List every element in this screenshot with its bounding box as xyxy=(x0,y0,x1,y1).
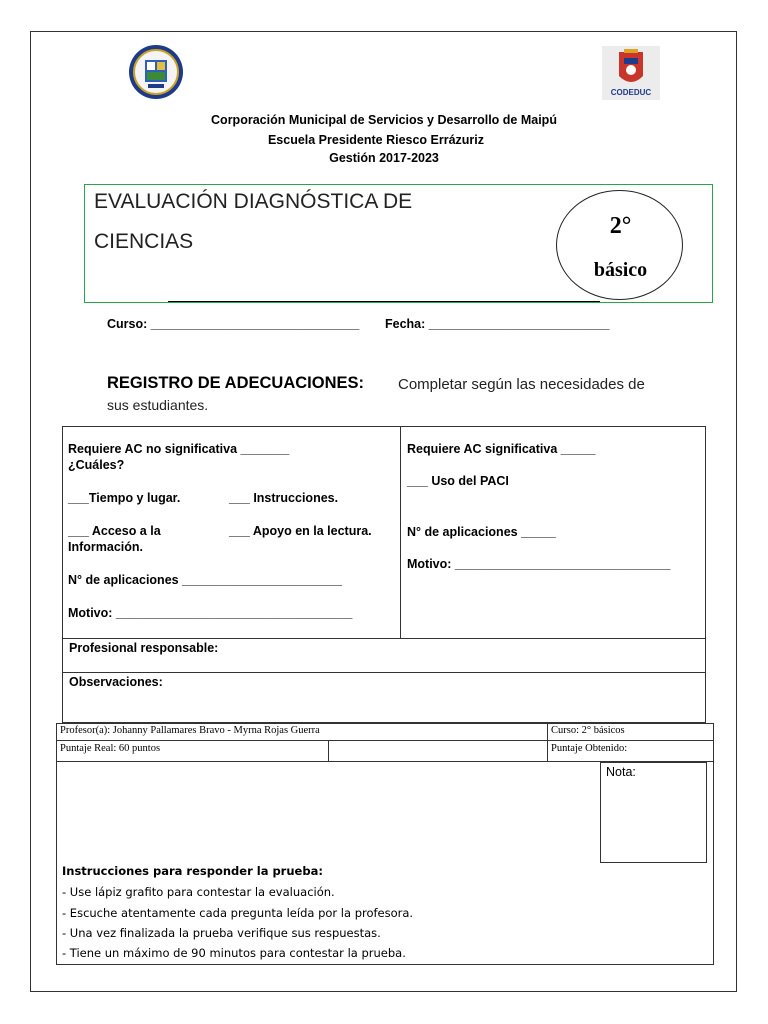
option-tiempo-lugar: ___Tiempo y lugar. xyxy=(68,491,181,505)
title-line-2: CIENCIAS xyxy=(94,230,194,253)
option-instrucciones: ___ Instrucciones. xyxy=(229,491,339,505)
adecuaciones-heading: REGISTRO DE ADECUACIONES: xyxy=(107,374,364,392)
left-motivo: Motivo: __________________________________ xyxy=(68,606,353,620)
codeduc-logo-text: CODEDUC xyxy=(610,88,652,97)
option-uso-paci: ___ Uso del PACI xyxy=(407,474,509,488)
info-col-divider xyxy=(547,723,548,762)
instruction-item: - Escuche atentamente cada pregunta leída por la profesora. xyxy=(62,906,414,920)
instructions-title: Instrucciones para responder la prueba: xyxy=(62,864,323,878)
adecuaciones-desc-1: Completar según las necesidades de xyxy=(398,376,645,393)
right-aplicaciones: N° de aplicaciones _____ xyxy=(407,525,556,539)
observaciones-label: Observaciones: xyxy=(69,675,163,689)
grade-number: 2° xyxy=(609,213,632,239)
ac-significativa: Requiere AC significativa _____ xyxy=(407,442,596,456)
option-acceso-1: ___ Acceso a la xyxy=(68,524,161,538)
header-school: Escuela Presidente Riesco Errázuriz xyxy=(267,133,485,147)
adecuaciones-desc-2: sus estudiantes. xyxy=(107,397,209,413)
right-motivo: Motivo: _______________________________ xyxy=(407,557,671,571)
fecha-field: Fecha: __________________________ xyxy=(385,317,610,331)
option-apoyo-lectura: ___ Apoyo en la lectura. xyxy=(229,524,372,538)
school-seal-icon xyxy=(128,44,184,100)
left-aplicaciones: N° de aplicaciones _______________________ xyxy=(68,573,342,587)
instruction-item: - Una vez finalizada la prueba verifique sus respuestas. xyxy=(62,926,381,940)
puntaje-obtenido-cell: Puntaje Obtenido: xyxy=(551,743,628,754)
header-gestion: Gestión 2017-2023 xyxy=(329,151,439,165)
title-underline xyxy=(168,301,600,302)
cuales-label: ¿Cuáles? xyxy=(68,458,125,472)
curso-cell: Curso: 2° básicos xyxy=(551,725,625,736)
info-col-divider-mid xyxy=(328,740,329,762)
nota-label: Nota: xyxy=(606,765,636,779)
title-line-1: EVALUACIÓN DIAGNÓSTICA DE xyxy=(94,190,413,213)
grade-label: básico xyxy=(593,259,648,281)
instruction-item: - Use lápiz grafito para contestar la evaluación. xyxy=(62,885,335,899)
ac-no-significativa: Requiere AC no significativa _______ xyxy=(68,442,290,456)
adecuaciones-divider xyxy=(400,426,401,639)
info-row-divider xyxy=(56,740,714,741)
header-corporation: Corporación Municipal de Servicios y Desarrollo de Maipú xyxy=(211,113,557,127)
profesor-cell: Profesor(a): Johanny Pallamares Bravo - Myrna Rojas Guerra xyxy=(60,725,320,736)
puntaje-real-cell: Puntaje Real: 60 puntos xyxy=(60,743,161,754)
instruction-item: - Tiene un máximo de 90 minutos para contestar la prueba. xyxy=(62,946,406,960)
grade-ellipse xyxy=(556,190,683,300)
option-acceso-2: Información. xyxy=(68,540,144,554)
profesional-label: Profesional responsable: xyxy=(69,641,219,655)
curso-field: Curso: ______________________________ xyxy=(107,317,360,331)
